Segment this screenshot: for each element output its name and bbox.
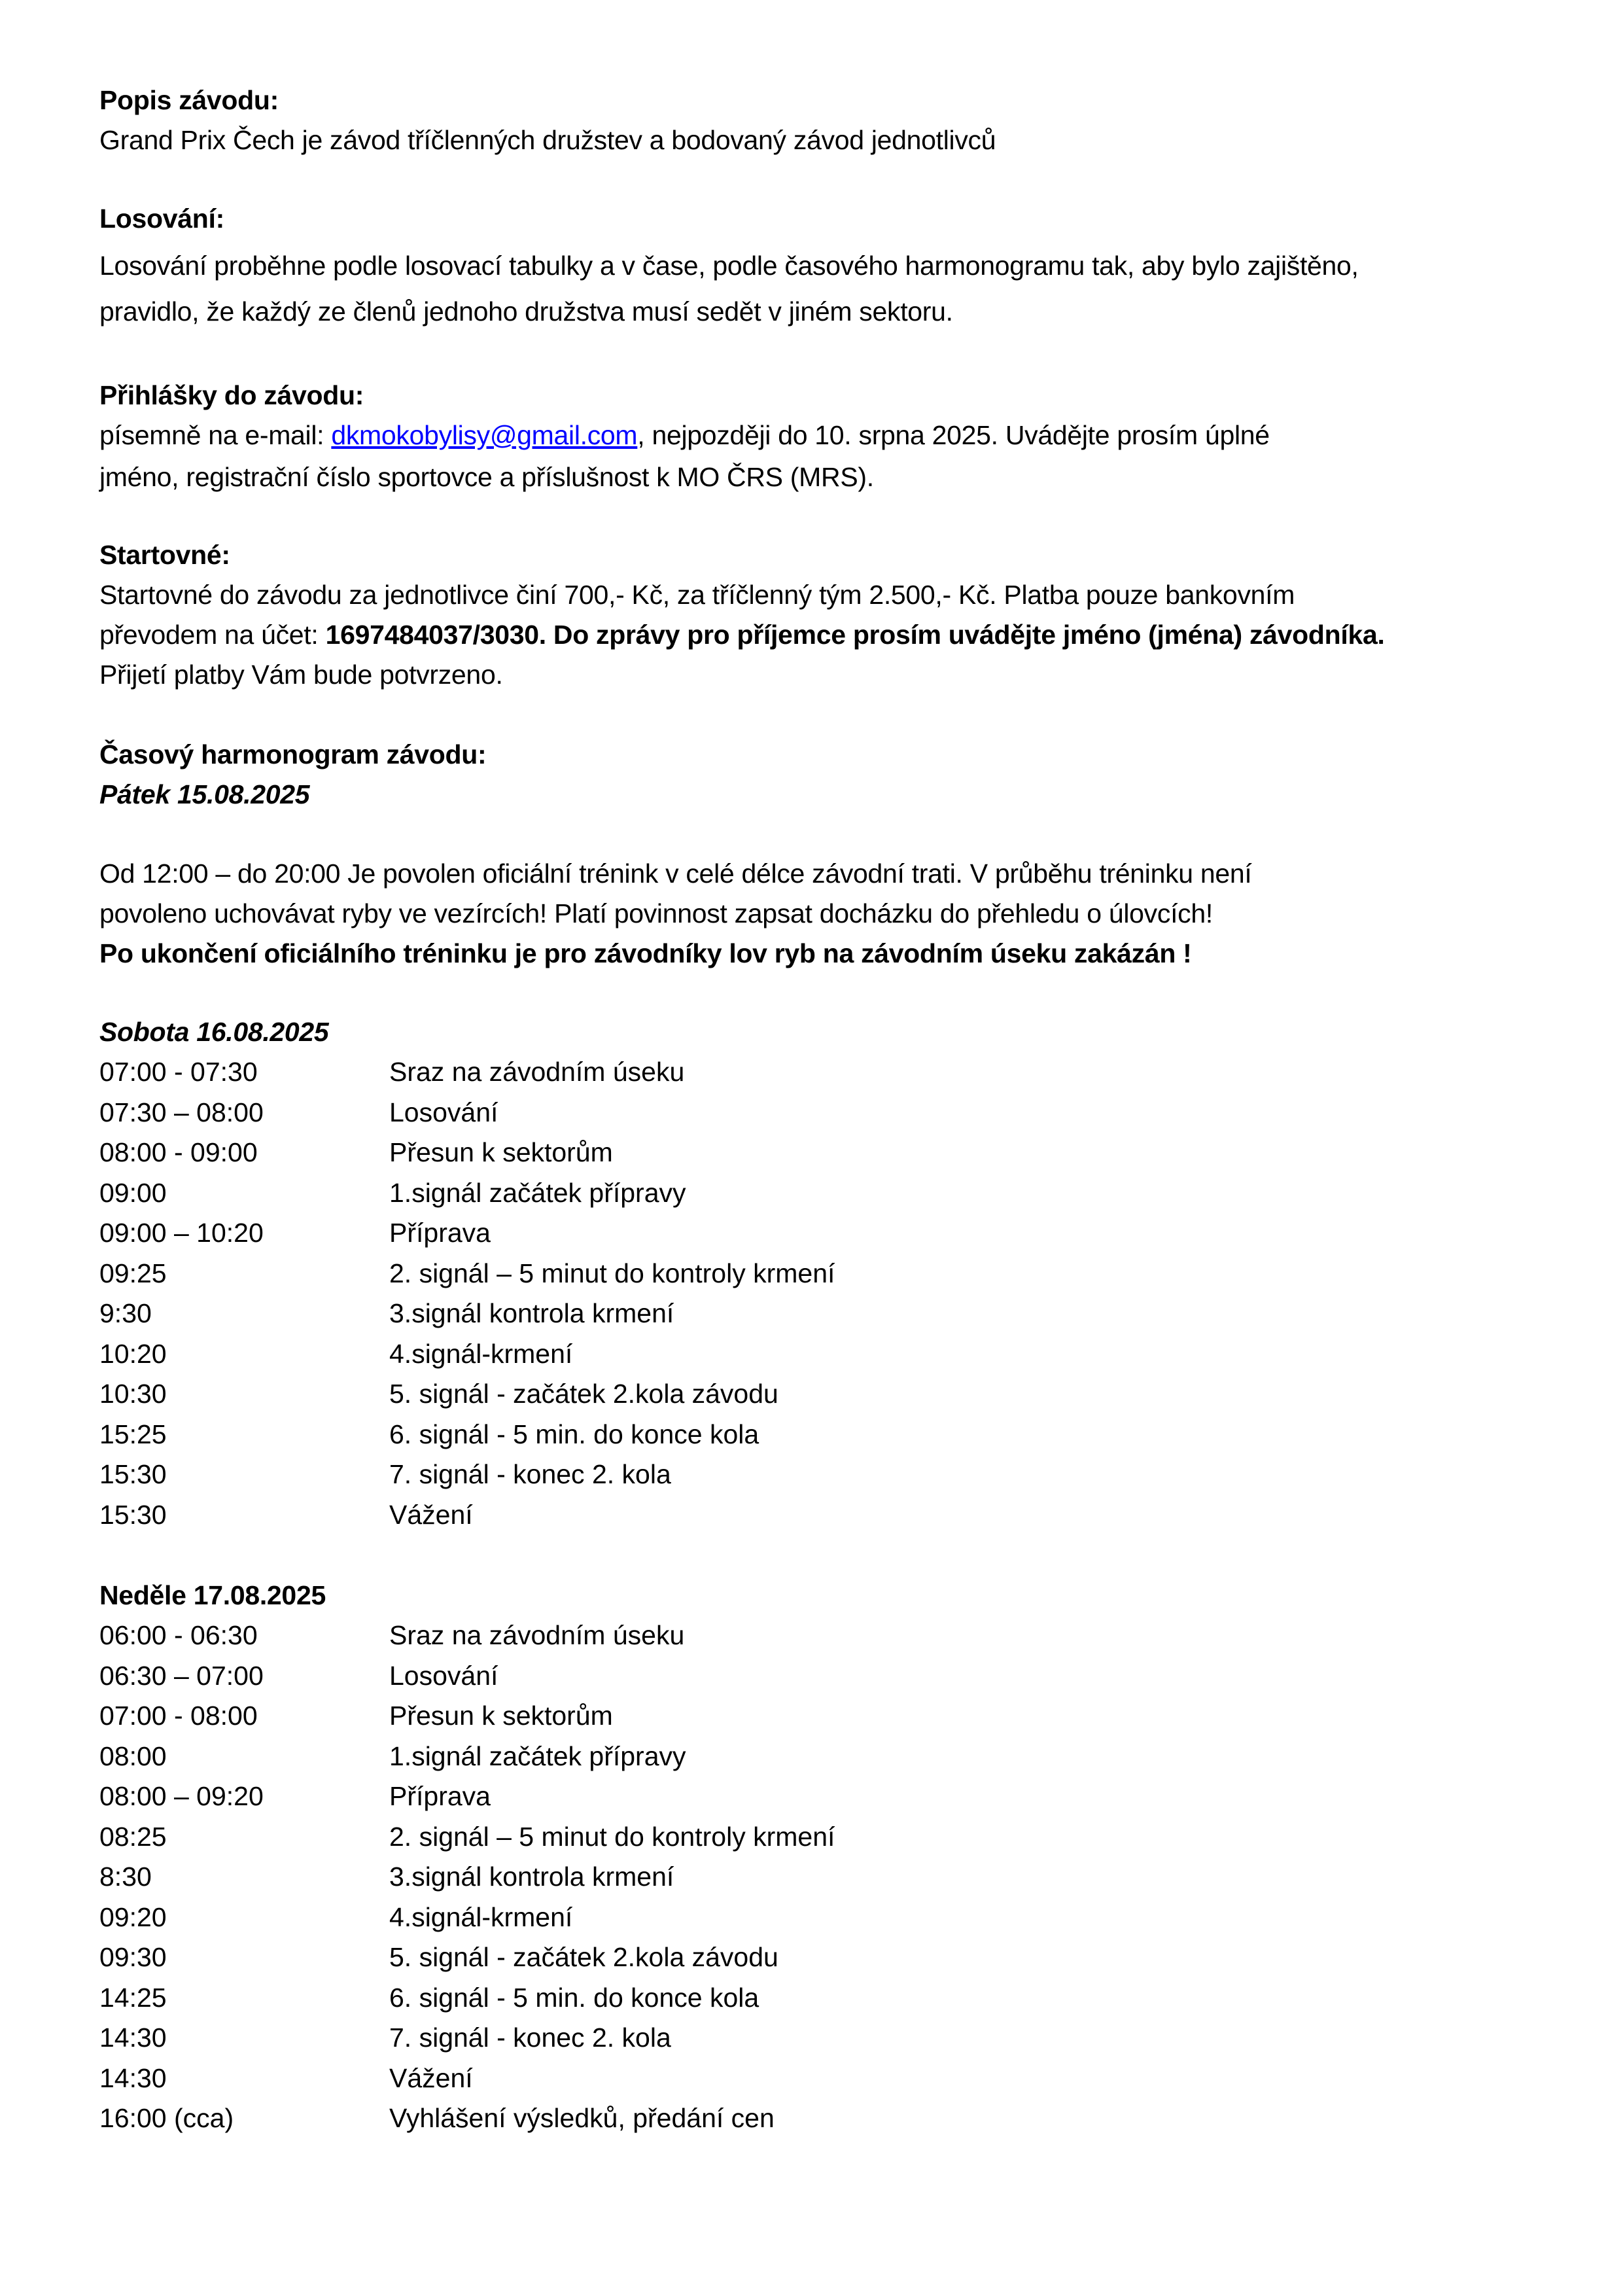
- schedule-time: 8:30: [99, 1862, 152, 1892]
- schedule-activity: Vážení: [389, 1499, 473, 1530]
- fee-line3: Přijetí platby Vám bude potvrzeno.: [99, 660, 503, 690]
- schedule-row: [0, 1495, 1623, 1534]
- schedule-time: 9:30: [99, 1298, 152, 1328]
- registration-heading: Přihlášky do závodu:: [99, 380, 364, 410]
- schedule-time: 10:30: [99, 1379, 167, 1409]
- schedule-time: 09:00: [99, 1177, 167, 1208]
- schedule-row: [0, 1696, 1623, 1735]
- schedule-time: 08:00: [99, 1740, 167, 1771]
- schedule-activity: 1.signál začátek přípravy: [389, 1740, 686, 1771]
- schedule-row: [0, 1455, 1623, 1494]
- schedule-row: [0, 1937, 1623, 1977]
- schedule-time: 14:30: [99, 2022, 167, 2053]
- description-text: Grand Prix Čech je závod tříčlenných družstev a bodovaný závod jednotlivců: [99, 125, 996, 155]
- schedule-heading: Časový harmonogram závodu:: [99, 739, 487, 769]
- schedule-activity: 4.signál-krmení: [389, 1338, 573, 1369]
- schedule-activity: 2. signál – 5 minut do kontroly krmení: [389, 1821, 835, 1852]
- schedule-activity: Příprava: [389, 1781, 491, 1811]
- schedule-row: [0, 1857, 1623, 1896]
- schedule-activity: Přesun k sektorům: [389, 1701, 613, 1731]
- schedule-activity: 3.signál kontrola krmení: [389, 1298, 674, 1328]
- schedule-row: [0, 1294, 1623, 1333]
- schedule-activity: 6. signál - 5 min. do konce kola: [389, 1982, 759, 2013]
- friday-line2: povoleno uchovávat ryby ve vezírcích! Platí povinnost zapsat docházku do přehledu o úlovcích!: [99, 898, 1213, 928]
- schedule-row: [0, 2058, 1623, 2098]
- registration-line1: [99, 415, 1270, 455]
- schedule-activity: Sraz na závodním úseku: [389, 1057, 685, 1087]
- schedule-activity: 1.signál začátek přípravy: [389, 1177, 686, 1208]
- schedule-row: [0, 2018, 1623, 2057]
- schedule-row: [0, 1093, 1623, 1132]
- schedule-activity: Losování: [389, 1097, 498, 1127]
- schedule-time: 09:25: [99, 1258, 167, 1288]
- schedule-row: [0, 1817, 1623, 1856]
- schedule-time: 09:30: [99, 1942, 167, 1972]
- schedule-time: 10:20: [99, 1338, 167, 1369]
- draw-text-line2: pravidlo, že každý ze členů jednoho družstva musí sedět v jiném sektoru.: [99, 296, 953, 327]
- schedule-activity: Přesun k sektorům: [389, 1137, 613, 1167]
- sunday-title: Neděle 17.08.2025: [99, 1580, 326, 1610]
- schedule-activity: 5. signál - začátek 2.kola závodu: [389, 1942, 778, 1972]
- schedule-row: [0, 1254, 1623, 1293]
- schedule-time: 08:00 – 09:20: [99, 1781, 264, 1811]
- fee-heading: Startovné:: [99, 540, 230, 570]
- draw-heading: Losování:: [99, 203, 224, 234]
- schedule-time: 09:20: [99, 1901, 167, 1932]
- schedule-time: 07:00 - 08:00: [99, 1701, 258, 1731]
- schedule-time: 16:00 (cca): [99, 2103, 234, 2133]
- schedule-row: [0, 1776, 1623, 1816]
- schedule-activity: Losování: [389, 1660, 498, 1691]
- schedule-time: 15:25: [99, 1419, 167, 1449]
- fee-line1: Startovné do závodu za jednotlivce činí 700,- Kč, za tříčlenný tým 2.500,- Kč. Platba pouze bankovním: [99, 580, 1295, 610]
- bank-account-note: 1697484037/3030. Do zprávy pro příjemce prosím uvádějte jméno (jména) závodníka.: [325, 620, 1385, 650]
- schedule-row: [0, 1616, 1623, 1655]
- schedule-row: [0, 2098, 1623, 2138]
- schedule-row: [0, 1656, 1623, 1695]
- registration-prefix: písemně na e-mail:: [99, 420, 332, 450]
- schedule-time: 15:30: [99, 1499, 167, 1530]
- schedule-activity: 5. signál - začátek 2.kola závodu: [389, 1379, 778, 1409]
- schedule-row: [0, 1898, 1623, 1937]
- schedule-time: 08:00 - 09:00: [99, 1137, 258, 1167]
- schedule-activity: Vyhlášení výsledků, předání cen: [389, 2103, 775, 2133]
- schedule-row: [0, 1978, 1623, 2017]
- schedule-row: [0, 1737, 1623, 1776]
- schedule-row: [0, 1334, 1623, 1373]
- schedule-row: [0, 1173, 1623, 1212]
- schedule-row: [0, 1052, 1623, 1091]
- schedule-row: [0, 1374, 1623, 1413]
- schedule-activity: 6. signál - 5 min. do konce kola: [389, 1419, 759, 1449]
- schedule-time: 07:00 - 07:30: [99, 1057, 258, 1087]
- fee-line2: [99, 615, 1385, 654]
- schedule-activity: 3.signál kontrola krmení: [389, 1862, 674, 1892]
- fee-line2-prefix: převodem na účet:: [99, 620, 326, 650]
- schedule-time: 14:25: [99, 1982, 167, 2013]
- schedule-activity: Vážení: [389, 2062, 473, 2093]
- schedule-time: 06:30 – 07:00: [99, 1660, 264, 1691]
- schedule-time: 14:30: [99, 2062, 167, 2093]
- registration-suffix: , nejpozději do 10. srpna 2025. Uvádějte prosím úplné: [637, 420, 1270, 450]
- schedule-row: [0, 1213, 1623, 1252]
- registration-line2: jméno, registrační číslo sportovce a příslušnost k MO ČRS (MRS).: [99, 462, 874, 492]
- saturday-title: Sobota 16.08.2025: [99, 1017, 329, 1047]
- friday-warning: Po ukončení oficiálního tréninku je pro závodníky lov ryb na závodním úseku zakázán !: [99, 938, 1192, 968]
- schedule-time: 07:30 – 08:00: [99, 1097, 264, 1127]
- friday-line1: Od 12:00 – do 20:00 Je povolen oficiální trénink v celé délce závodní trati. V průběhu tréninku není: [99, 858, 1252, 889]
- schedule-time: 08:25: [99, 1821, 167, 1852]
- draw-text-line1: Losování proběhne podle losovací tabulky a v čase, podle časového harmonogramu tak, aby bylo zajištěno,: [99, 251, 1359, 281]
- schedule-row: [0, 1415, 1623, 1454]
- schedule-activity: 7. signál - konec 2. kola: [389, 1459, 671, 1489]
- schedule-activity: 2. signál – 5 minut do kontroly krmení: [389, 1258, 835, 1288]
- description-heading: Popis závodu:: [99, 85, 279, 115]
- friday-title: Pátek 15.08.2025: [99, 779, 310, 809]
- schedule-activity: Sraz na závodním úseku: [389, 1620, 685, 1650]
- schedule-activity: Příprava: [389, 1218, 491, 1248]
- schedule-time: 09:00 – 10:20: [99, 1218, 264, 1248]
- schedule-time: 06:00 - 06:30: [99, 1620, 258, 1650]
- email-link[interactable]: dkmokobylisy@gmail.com: [331, 420, 638, 450]
- schedule-time: 15:30: [99, 1459, 167, 1489]
- schedule-row: [0, 1133, 1623, 1172]
- schedule-activity: 7. signál - konec 2. kola: [389, 2022, 671, 2053]
- schedule-activity: 4.signál-krmení: [389, 1901, 573, 1932]
